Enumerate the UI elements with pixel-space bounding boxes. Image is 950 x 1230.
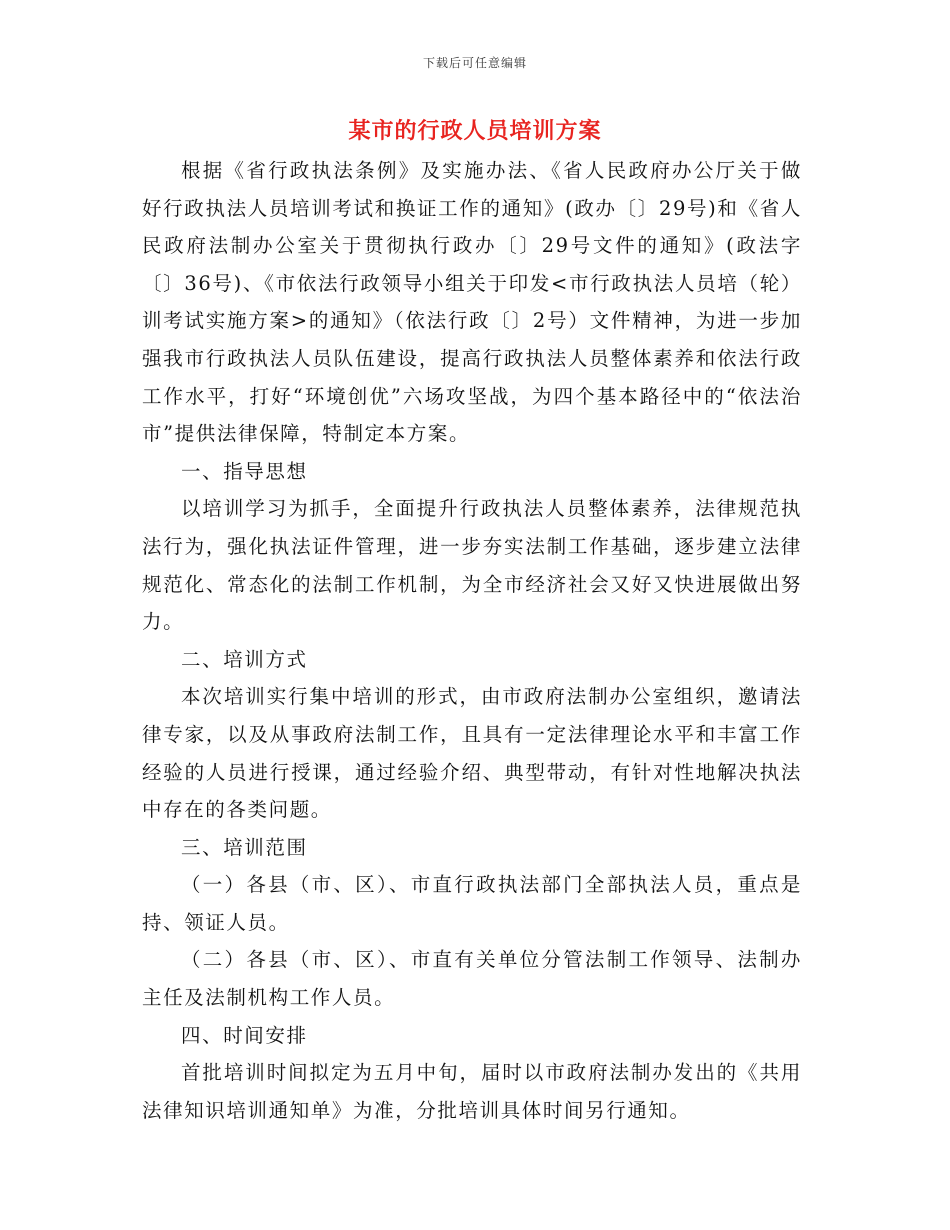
page-header-note: 下载后可任意编辑	[422, 56, 527, 70]
section-heading-guiding-ideology: 一、指导思想	[181, 459, 308, 483]
training-scope-item-2: （二）各县（市、区）、市直有关单位分管法制工作领导、法制办主任及法制机构工作人员。	[142, 948, 802, 1010]
schedule-paragraph: 首批培训时间拟定为五月中旬，届时以市政府法制办发出的《共用法律知识培训通知单》为准，分批培训具体时间另行通知。	[142, 1061, 802, 1122]
training-method-paragraph: 本次培训实行集中培训的形式，由市政府法制办公室组织，邀请法律专家，以及从事政府法制工作，且具有一定法律理论水平和丰富工作经验的人员进行授课，通过经验介绍、典型带动，有针对性地解决执法中存在的各类问题。	[142, 685, 802, 822]
section-heading-schedule: 四、时间安排	[181, 1023, 308, 1047]
section-heading-training-scope: 三、培训范围	[181, 835, 308, 859]
training-scope-item-1: （一）各县（市、区）、市直行政执法部门全部执法人员，重点是持、领证人员。	[142, 873, 802, 934]
guiding-ideology-paragraph: 以培训学习为抓手，全面提升行政执法人员整体素养，法律规范执法行为，强化执法证件管理，进一步夯实法制工作基础，逐步建立法律规范化、常态化的法制工作机制，为全市经济社会又好又快进展做出努力。	[142, 497, 802, 634]
intro-paragraph: 根据《省行政执法条例》及实施办法、《省人民政府办公厅关于做好行政执法人员培训考试和换证工作的通知》(政办〔〕29号)和《省人民政府法制办公室关于贯彻执行政办〔〕29号文件的通知》(政法字〔〕36号)、《市依法行政领导小组关于印发<市行政执法人员培（轮）训考试实施方案>的通知》（依法行政〔〕2号）文件精神，为进一步加强我市行政执法人员队伍建设，提高行政执法人员整体素养和依法行政工作水平，打好“环境创优”六场攻坚战，为四个基本路径中的“依法治市”提供法律保障，特制定本方案。	[142, 159, 802, 446]
section-heading-training-method: 二、培训方式	[181, 647, 308, 671]
document-title: 某市的行政人员培训方案	[348, 119, 602, 144]
document-body	[142, 152, 802, 1129]
